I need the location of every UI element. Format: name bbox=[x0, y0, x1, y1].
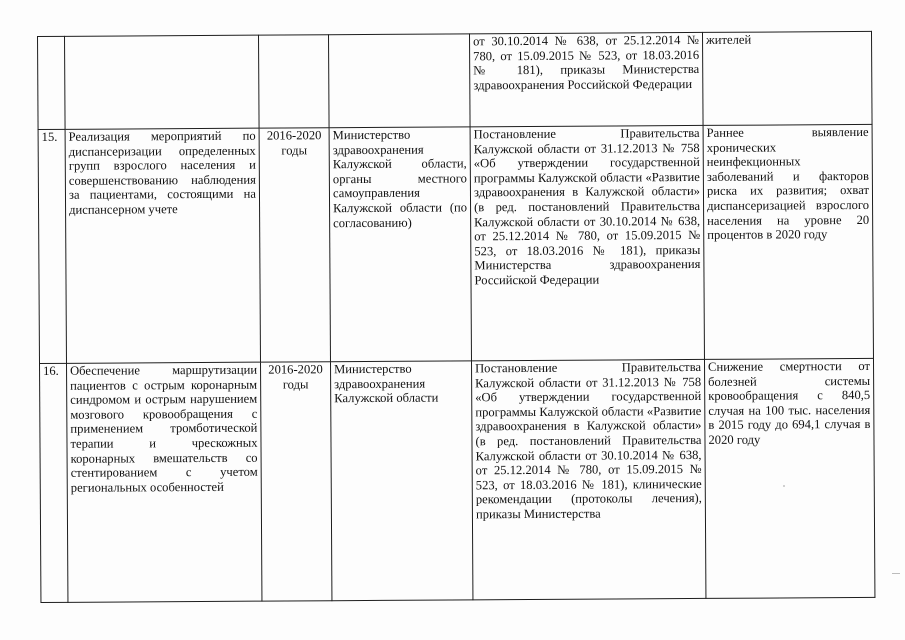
executor-cell bbox=[328, 34, 470, 128]
table-row-16 bbox=[40, 358, 875, 602]
measure-cell: Реализация мероприятий по диспансеризации определенных групп взрослого населения и совершенствованию наблюдения за пациентами, состоящими на диспансерном учете bbox=[65, 128, 260, 363]
result-cell: Раннее выявление хронических неинфекционных заболеваний и факторов риска их развития; охват диспансеризацией взрослого населения на уровне 20 процентов в 2020 году bbox=[703, 124, 873, 359]
executor-cell: Министерство здравоохранения Калужской области bbox=[330, 361, 472, 601]
result-cell: жителей bbox=[702, 31, 872, 125]
basis-cell: от 30.10.2014 № 638, от 25.12.2014 № 780, от 15.09.2015 № 523, от 18.03.2016 № 181), приказы Министерства здравоохранения Российской Федерации bbox=[469, 32, 703, 126]
num-cell bbox=[38, 36, 66, 129]
basis-cell: Постановление Правительства Калужской области от 31.12.2013 № 758 «Об утверждении государственной программы Калужской области «Развитие здравоохранения в Калужской области» (в ред. постановлений Правительства Калужской области от 30.10.2014 № 638, от 25.12.2014 № 780, от 15.09.2015 № 523, от 18.03.2016 № 181), клинические рекомендации (протоколы лечения), приказы Министерства bbox=[471, 359, 705, 599]
basis-cell: Постановление Правительства Калужской области от 31.12.2013 № 758 «Об утверждении государственной программы Калужской области «Развитие здравоохранения в Калужской области» (в ред. постановлений Правительства Калужской области от 30.10.2014 № 638, от 25.12.2014 № 780, от 15.09.2015 № 523, от 18.03.2016 № 181), приказы Министерства здравоохранения Российской Федерации bbox=[470, 125, 704, 360]
result-cell: Снижение смертности от болезней системы кровообращения с 840,5 случая на 100 тыс. населения в 2015 году до 694,1 случая в 2020 году bbox=[704, 358, 874, 598]
measure-cell bbox=[65, 35, 260, 129]
period-cell bbox=[258, 35, 329, 128]
period-cell: 2016-2020 годы bbox=[259, 128, 330, 362]
table-row-continued bbox=[38, 31, 873, 129]
measure-cell: Обеспечение маршрутизации пациентов с острым коронарным синдромом и острым нарушением мозгового кровообращения с применением тромботической терапии и чрескожных коронарных вмешательств со стентированием с учетом региональных особенностей bbox=[67, 362, 262, 602]
row-number: 15. bbox=[38, 129, 66, 363]
table-row-15 bbox=[38, 124, 873, 363]
scan-edge-mark bbox=[892, 573, 900, 574]
executor-cell: Министерство здравоохранения Калужской области, органы местного самоуправления Калужской области (по согласованию) bbox=[329, 127, 471, 362]
row-number: 16. bbox=[40, 363, 68, 602]
measures-table bbox=[37, 31, 875, 603]
scan-dust-mark bbox=[783, 485, 785, 487]
period-cell: 2016-2020 годы bbox=[260, 362, 331, 601]
